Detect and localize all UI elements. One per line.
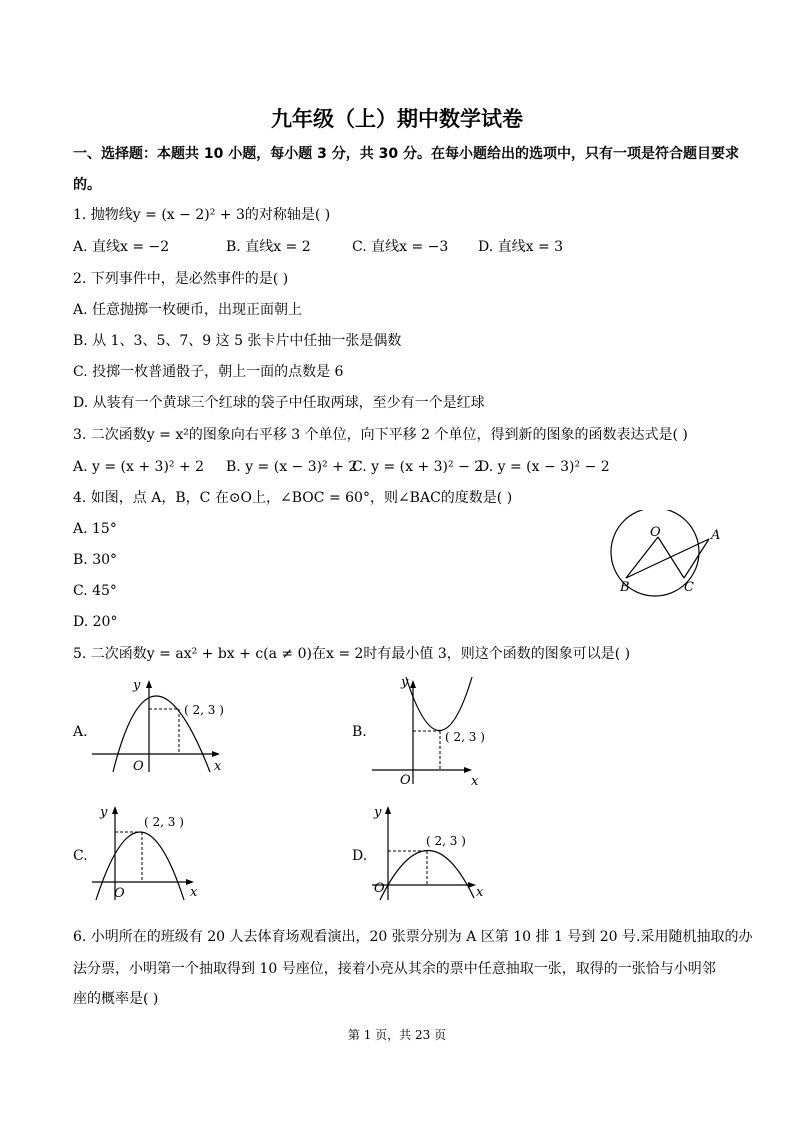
label-o: O (650, 525, 661, 540)
q5-stem: 5. 二次函数y = ax² + bx + c(a ≠ 0)在x = 2时有最小值 3，则这个函数的图象可以是( ) (73, 646, 631, 662)
point-label: ( 2, 3 ) (184, 703, 224, 717)
q1-option-d: D. 直线x = 3 (478, 239, 564, 255)
q3-option-d: D. y = (x − 3)² − 2 (478, 459, 610, 475)
q5-graph-d-label: D. (352, 848, 368, 864)
origin-label: O (400, 773, 411, 787)
point-label: ( 2, 3 ) (426, 834, 466, 848)
q2-stem: 2. 下列事件中，是必然事件的是( ) (73, 271, 289, 287)
q4-option-b: B. 30° (73, 552, 118, 568)
q5-graph-a-label: A. (73, 724, 88, 740)
origin-label: O (374, 881, 385, 896)
q3-option-b: B. y = (x − 3)² + 2 (226, 459, 358, 475)
section-heading-line1: 一、选择题：本题共 10 小题，每小题 3 分，共 30 分。在每小题给出的选项中，只有一项是符合题目要求 (73, 146, 739, 162)
segment-ob (626, 537, 658, 578)
q1-option-a: A. 直线x = −2 (73, 239, 170, 255)
q3-option-a: A. y = (x + 3)² + 2 (73, 459, 205, 475)
y-arrow (146, 680, 152, 688)
q5-graph-a (88, 672, 238, 777)
q6-stem-line2: 法分票，小明第一个抽取得到 10 号座位，接着小亮从其余的票中任意抽取一张，取得的一张恰与小明邻 (73, 961, 716, 977)
y-arrow (112, 806, 118, 814)
q4-option-d: D. 20° (73, 614, 118, 630)
label-c: C (684, 580, 694, 595)
q2-option-c: C. 投掷一枚普通骰子，朝上一面的点数是 6 (73, 364, 344, 380)
x-arrow (212, 751, 220, 757)
q2-option-b: B. 从 1、3、5、7、9 这 5 张卡片中任抽一张是偶数 (73, 333, 402, 349)
x-arrow (464, 767, 472, 773)
y-label: y (133, 678, 141, 693)
point-label: ( 2, 3 ) (445, 730, 485, 744)
origin-label: O (114, 886, 125, 901)
q4-option-a: A. 15° (73, 521, 117, 537)
y-label: y (374, 805, 382, 820)
q5-graph-b-label: B. (352, 724, 367, 740)
q2-option-a: A. 任意抛掷一枚硬币，出现正面朝上 (73, 302, 303, 318)
q4-option-c: C. 45° (73, 583, 117, 599)
q5-graph-c-label: C. (73, 848, 88, 864)
q6-stem-line3: 座的概率是( ) (73, 991, 159, 1007)
point-label: ( 2, 3 ) (144, 815, 184, 829)
y-arrow (385, 806, 391, 814)
q1-option-c: C. 直线x = −3 (352, 239, 449, 255)
q2-option-d: D. 从装有一个黄球三个红球的袋子中任取两球，至少有一个是红球 (73, 395, 485, 411)
x-label: x (476, 885, 484, 900)
section-heading-line2: 的。 (73, 177, 101, 193)
q5-graph-d (368, 800, 493, 905)
q5-graph-c (88, 800, 208, 905)
q1-option-b: B. 直线x = 2 (226, 239, 311, 255)
parabola (96, 832, 184, 900)
origin-label: O (133, 759, 144, 774)
q1-stem: 1. 抛物线y = (x − 2)² + 3的对称轴是( ) (73, 207, 331, 223)
y-arrow (410, 680, 416, 688)
x-label: x (190, 885, 198, 900)
page-footer: 第 1 页，共 23 页 (347, 1028, 447, 1042)
label-a: A (711, 528, 721, 543)
x-label: x (471, 774, 479, 787)
q6-stem-line1: 6. 小明所在的班级有 20 人去体育场观看演出，20 张票分别为 A 区第 10 排 1 号到 20 号.采用随机抽取的办 (73, 929, 753, 945)
parabola (406, 677, 472, 731)
x-label: x (214, 759, 222, 774)
q4-circle-figure (600, 510, 730, 600)
q4-stem: 4. 如图，点 A，B，C 在⊙O上，∠BOC = 60°，则∠BAC的度数是( ) (73, 490, 513, 506)
x-arrow (468, 882, 476, 888)
q3-stem: 3. 二次函数y = x²的图象向右平移 3 个单位，向下平移 2 个单位，得到新的图象的函数表达式是( ) (73, 427, 688, 443)
y-label: y (401, 675, 409, 690)
page-title: 九年级（上）期中数学试卷 (271, 107, 523, 131)
q5-graph-b (368, 672, 488, 787)
q3-option-c: C. y = (x + 3)² − 2 (352, 459, 484, 475)
y-label: y (100, 805, 108, 820)
label-b: B (620, 580, 630, 595)
